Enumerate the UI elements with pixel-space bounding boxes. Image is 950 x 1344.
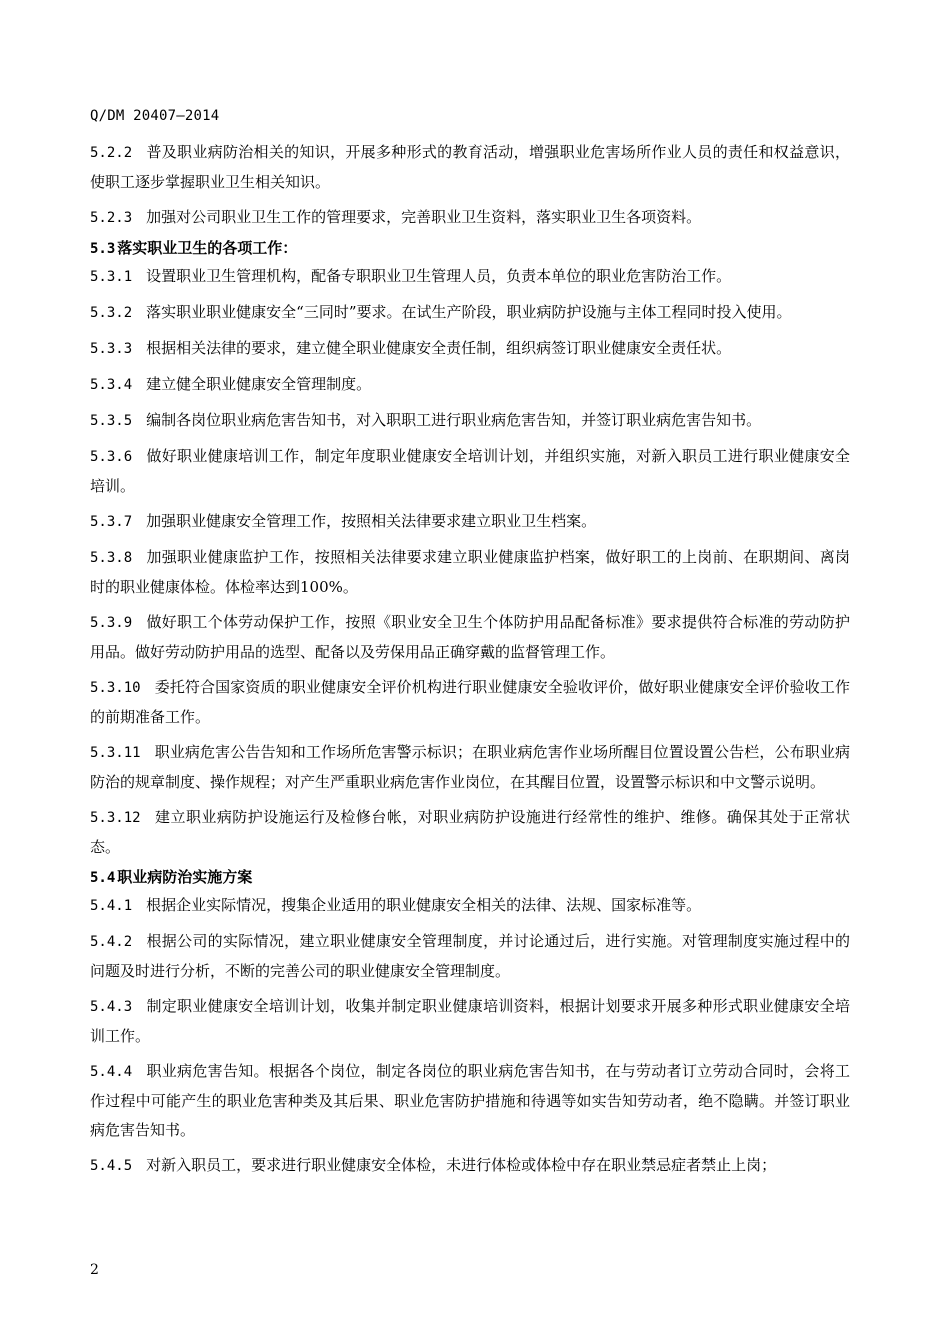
clause-text: 做好职业健康培训工作，制定年度职业健康安全培训计划，并组织实施，对新入职员工进行职业健康安全培训。 [90, 447, 850, 495]
clause-number: 5.3.3 [90, 341, 133, 357]
clause-number: 5.3.10 [90, 680, 141, 696]
clause-text: 制定职业健康安全培训计划，收集并制定职业健康培训资料，根据计划要求开展多种形式职业健康安全培训工作。 [90, 997, 850, 1045]
clause-number: 5.4.2 [90, 934, 133, 950]
clause-text: 对新入职员工，要求进行职业健康安全体检，未进行体检或体检中存在职业禁忌症者禁止上岗； [146, 1156, 777, 1174]
clause-paragraph [90, 927, 850, 986]
clause-paragraph [90, 673, 850, 732]
clause-number: 5.4 [90, 870, 116, 886]
clause-paragraph [90, 608, 850, 667]
clause-number: 5.3.5 [90, 413, 133, 429]
clause-number: 5.3.11 [90, 745, 141, 761]
clause-number: 5.3.7 [90, 514, 133, 530]
clause-number: 5.3.6 [90, 449, 133, 465]
clause-number: 5.3 [90, 241, 116, 257]
clause-paragraph [90, 1057, 850, 1145]
page-number: 2 [90, 1262, 99, 1278]
clause-number: 5.3.4 [90, 377, 133, 393]
document-body [90, 138, 850, 1187]
clause-text: 做好职工个体劳动保护工作，按照《职业安全卫生个体防护用品配备标准》要求提供符合标准的劳动防护用品。做好劳动防护用品的选型、配备以及劳保用品正确穿戴的监督管理工作。 [90, 613, 850, 661]
clause-paragraph [90, 262, 850, 292]
clause-text: 普及职业病防治相关的知识，开展多种形式的教育活动，增强职业危害场所作业人员的责任和权益意识，使职工逐步掌握职业卫生相关知识。 [90, 143, 850, 191]
clause-text: 加强对公司职业卫生工作的管理要求，完善职业卫生资料，落实职业卫生各项资料。 [146, 208, 702, 226]
clause-text: 职业病危害公告告知和工作场所危害警示标识；在职业病危害作业场所醒目位置设置公告栏，公布职业病防治的规章制度、操作规程；对产生严重职业病危害作业岗位，在其醒目位置，设置警示标识和中文警示说明。 [90, 743, 850, 791]
clause-paragraph [90, 442, 850, 501]
clause-paragraph [90, 992, 850, 1051]
clause-text: 根据相关法律的要求，建立健全职业健康安全责任制，组织病签订职业健康安全责任状。 [146, 339, 732, 357]
clause-paragraph [90, 1151, 850, 1181]
clause-paragraph [90, 891, 850, 921]
clause-number: 5.3.1 [90, 269, 133, 285]
clause-paragraph [90, 507, 850, 537]
clause-text: 职业病危害告知。根据各个岗位，制定各岗位的职业病危害告知书，在与劳动者订立劳动合同时，会将工作过程中可能产生的职业危害种类及其后果、职业危害防护措施和待遇等如实告知劳动者，绝不隐瞒。并签订职业病危害告知书。 [90, 1062, 850, 1139]
heading-text: 落实职业卫生的各项工作： [117, 239, 298, 257]
section-heading [90, 866, 850, 889]
clause-text: 委托符合国家资质的职业健康安全评价机构进行职业健康安全验收评价，做好职业健康安全评价验收工作的前期准备工作。 [90, 678, 850, 726]
clause-text: 根据企业实际情况，搜集企业适用的职业健康安全相关的法律、法规、国家标准等。 [146, 896, 702, 914]
clause-paragraph [90, 203, 850, 233]
clause-number: 5.4.5 [90, 1158, 133, 1174]
clause-paragraph [90, 543, 850, 602]
clause-paragraph [90, 138, 850, 197]
clause-paragraph [90, 738, 850, 797]
clause-number: 5.3.9 [90, 615, 133, 631]
clause-number: 5.4.3 [90, 999, 133, 1015]
clause-text: 加强职业健康监护工作，按照相关法律要求建立职业健康监护档案，做好职工的上岗前、在职期间、离岗时的职业健康体检。体检率达到100%。 [90, 548, 850, 596]
clause-paragraph [90, 370, 850, 400]
clause-text: 落实职业职业健康安全“三同时”要求。在试生产阶段，职业病防护设施与主体工程同时投入使用。 [146, 303, 792, 321]
clause-text: 根据公司的实际情况，建立职业健康安全管理制度，并讨论通过后，进行实施。对管理制度实施过程中的问题及时进行分析，不断的完善公司的职业健康安全管理制度。 [90, 932, 850, 980]
clause-number: 5.4.4 [90, 1064, 133, 1080]
document-code: Q/DM 20407—2014 [90, 108, 220, 124]
section-heading [90, 237, 850, 260]
clause-paragraph [90, 803, 850, 862]
clause-paragraph [90, 298, 850, 328]
clause-text: 建立职业病防护设施运行及检修台帐，对职业病防护设施进行经常性的维护、维修。确保其处于正常状态。 [90, 808, 850, 856]
clause-number: 5.4.1 [90, 898, 133, 914]
clause-text: 编制各岗位职业病危害告知书，对入职职工进行职业病危害告知，并签订职业病危害告知书。 [146, 411, 762, 429]
heading-text: 职业病防治实施方案 [117, 868, 253, 886]
clause-text: 建立健全职业健康安全管理制度。 [146, 375, 372, 393]
clause-number: 5.3.2 [90, 305, 133, 321]
clause-number: 5.2.2 [90, 145, 133, 161]
clause-paragraph [90, 334, 850, 364]
clause-number: 5.3.12 [90, 810, 141, 826]
clause-text: 设置职业卫生管理机构，配备专职职业卫生管理人员，负责本单位的职业危害防治工作。 [146, 267, 732, 285]
clause-paragraph [90, 406, 850, 436]
clause-number: 5.3.8 [90, 550, 133, 566]
clause-number: 5.2.3 [90, 210, 133, 226]
clause-text: 加强职业健康安全管理工作，按照相关法律要求建立职业卫生档案。 [146, 512, 597, 530]
